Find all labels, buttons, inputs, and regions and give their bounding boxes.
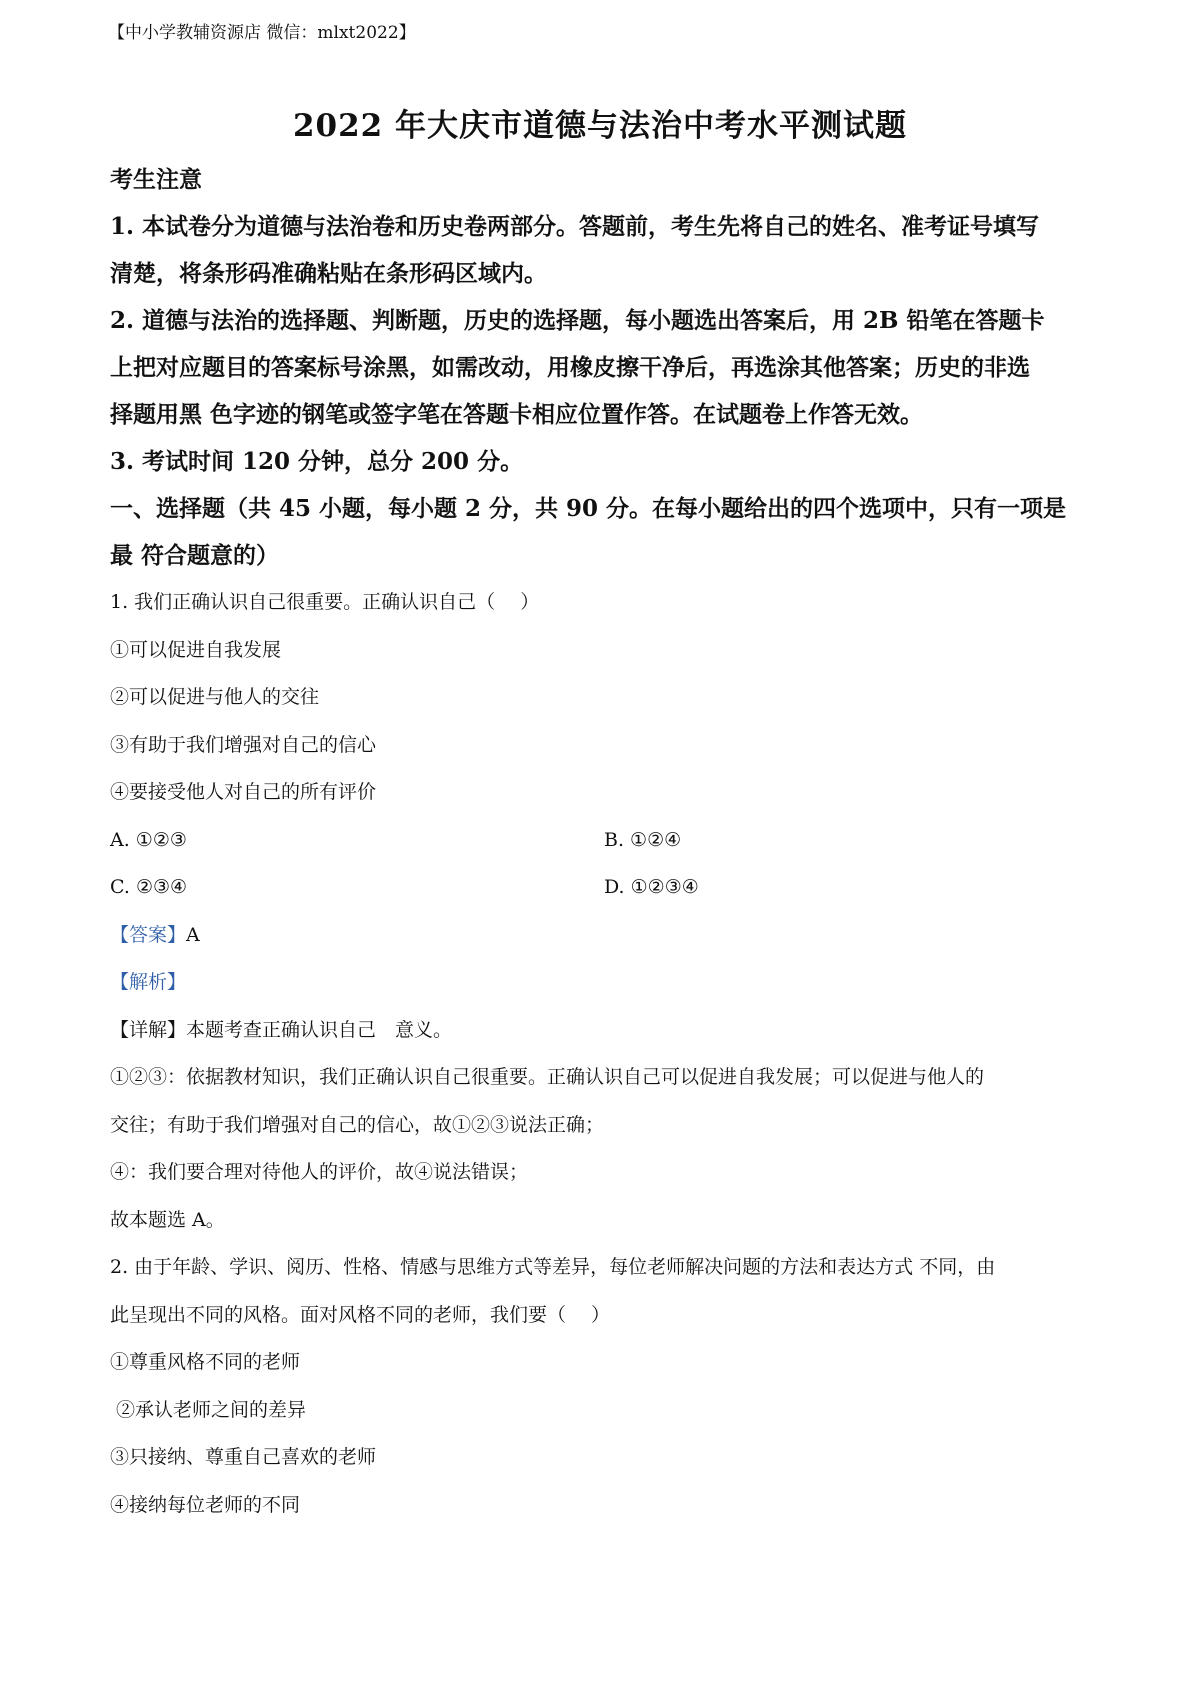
notice-item-2-line-3: 择题用黑 色字迹的钢笔或签字笔在答题卡相应位置作答。在试题卷上作答无效。 [110,401,924,428]
q1-option-d: D. ①②③④ [604,876,699,898]
notice-item-1-line-2: 清楚，将条形码准确粘贴在条形码区域内。 [110,260,547,287]
q1-analysis [110,959,1102,1007]
page-title: 2022 年大庆市道德与法治中考水平测试题 [292,108,908,144]
notice-item-2-line-1: 2. 道德与法治的选择题、判断题，历史的选择题，每小题选出答案后，用 2B 铅笔在答题卡 [110,307,1045,334]
q2-statement-2: ②承认老师之间的差异 [110,1398,307,1421]
q2-statement-3: ③只接纳、尊重自己喜欢的老师 [110,1446,377,1468]
notice-item-1-line-1: 1. 本试卷分为道德与法治卷和历史卷两部分。答题前，考生先将自己的姓名、准考证号填写 [110,213,1040,240]
q1-options-row-1 [110,817,1102,865]
notice-heading: 考生注意 [110,166,202,193]
q1-explanation-1-line-2: 交往；有助于我们增强对自己的信心，故①②③说法正确； [110,1113,605,1136]
answer-tag: 【答案】 [110,923,187,946]
q2-statement-1: ①尊重风格不同的老师 [110,1351,301,1373]
section-heading-line-2: 最 符合题意的） [110,542,280,569]
q1-statement-2: ②可以促进与他人的交往 [110,686,320,708]
answer-value: A [186,923,200,946]
q1-answer [110,912,1102,960]
q1-statement-4: ④要接受他人对自己的所有评价 [110,781,377,803]
q1-options-row-2 [110,864,1102,912]
notice-item-3: 3. 考试时间 120 分钟，总分 200 分。 [110,448,524,475]
q2-statement-4: ④接纳每位老师的不同 [110,1493,301,1516]
section-heading-line-1: 一、选择题（共 45 小题，每小题 2 分，共 90 分。在每小题给出的四个选项中，只有一项是 [110,495,1067,522]
analysis-tag: 【解析】 [110,971,187,993]
q1-explanation-1-line-1: ①②③：依据教材知识，我们正确认识自己很重要。正确认识自己可以促进自我发展；可以促进与他人的 [110,1066,985,1088]
notice-item-2-line-2: 上把对应题目的答案标号涂黑，如需改动，用橡皮擦干净后，再选涂其他答案；历史的非选 [110,354,1030,381]
exam-content [110,156,1102,1529]
header-note: 【中小学教辅资源店 微信：mlxt2022】 [108,23,416,43]
q2-stem-line-1: 2. 由于年龄、学识、阅历、性格、情感与思维方式等差异，每位老师解决问题的方法和表达方式 不同，由 [110,1256,996,1278]
q1-statement-3: ③有助于我们增强对自己的信心 [110,733,377,756]
q1-option-b: B. ①②④ [604,828,682,851]
q1-statement-1: ①可以促进自我发展 [110,638,282,661]
q1-detail: 【详解】本题考查正确认识自己 意义。 [110,1018,453,1041]
q2-stem-line-2: 此呈现出不同的风格。面对风格不同的老师，我们要（ ） [110,1303,611,1326]
q1-explanation-2: ④：我们要合理对待他人的评价，故④说法错误； [110,1161,529,1183]
q1-option-c: C. ②③④ [110,876,188,898]
q1-stem: 1. 我们正确认识自己很重要。正确认识自己（ ） [110,591,540,613]
q1-option-a: A. ①②③ [110,828,187,851]
q1-conclusion: 故本题选 A。 [110,1208,225,1231]
